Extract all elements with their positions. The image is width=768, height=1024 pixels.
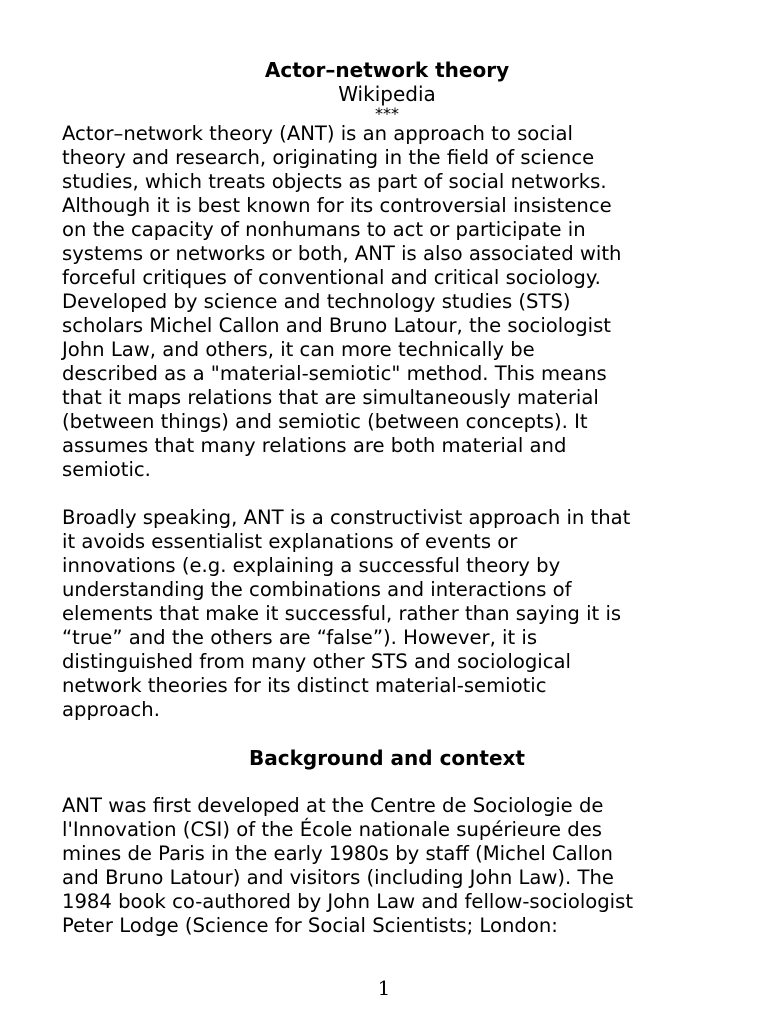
paragraph-gap [62, 770, 712, 794]
section-heading: Background and context [248, 746, 525, 770]
text-line: 1984 book co-authored by John Law and fellow-sociologist [62, 890, 634, 913]
text-line: assumes that many relations are both material and [62, 434, 567, 457]
second-paragraph [62, 506, 712, 722]
text-line: forceful critiques of conventional and critical sociology. [62, 266, 601, 289]
text-line: (between things) and semiotic (between concepts). It [62, 410, 588, 433]
paragraph-gap [62, 482, 712, 506]
text-line: that it maps relations that are simultaneously material [62, 386, 599, 409]
text-line: understanding the combinations and interactions of [62, 578, 572, 601]
document-source: Wikipedia [338, 82, 436, 106]
text-line: elements that make it successful, rather than saying it is [62, 602, 622, 625]
text-line: distinguished from many other STS and sociological [62, 650, 571, 673]
text-line: ANT was first developed at the Centre de Sociologie de [62, 794, 604, 817]
text-line: Although it is best known for its controversial insistence [62, 194, 612, 217]
text-line: John Law, and others, it can more technically be [62, 338, 535, 361]
page-number: 1 [377, 976, 391, 1000]
text-line: theory and research, originating in the field of science [62, 146, 595, 169]
text-line: innovations (e.g. explaining a successful theory by [62, 554, 561, 577]
text-line: on the capacity of nonhumans to act or participate in [62, 218, 586, 241]
text-line: it avoids essentialist explanations of events or [62, 530, 518, 553]
text-line: l'Innovation (CSI) of the École nationale supérieure des [62, 818, 602, 841]
text-line: Broadly speaking, ANT is a constructivist approach in that [62, 506, 631, 529]
document-page [62, 58, 712, 938]
text-line: mines de Paris in the early 1980s by staff (Michel Callon [62, 842, 613, 865]
text-line: and Bruno Latour) and visitors (including John Law). The [62, 866, 614, 889]
document-title: Actor–network theory [264, 58, 510, 82]
text-line: scholars Michel Callon and Bruno Latour, the sociologist [62, 314, 611, 337]
text-line: “true” and the others are “false”). However, it is [62, 626, 538, 649]
third-paragraph [62, 794, 712, 938]
paragraph-gap [62, 722, 712, 746]
text-line: semiotic. [62, 458, 151, 481]
text-line: Actor–network theory (ANT) is an approach to social [62, 122, 573, 145]
text-line: described as a "material-semiotic" method. This means [62, 362, 607, 385]
text-line: network theories for its distinct material-semiotic [62, 674, 547, 697]
text-line: studies, which treats objects as part of social networks. [62, 170, 607, 193]
intro-paragraph [62, 122, 712, 482]
text-line: systems or networks or both, ANT is also associated with [62, 242, 622, 265]
text-line: Peter Lodge (Science for Social Scientists; London: [62, 914, 558, 937]
text-line: Developed by science and technology studies (STS) [62, 290, 571, 313]
text-line: approach. [62, 698, 160, 721]
separator: *** [375, 104, 399, 123]
